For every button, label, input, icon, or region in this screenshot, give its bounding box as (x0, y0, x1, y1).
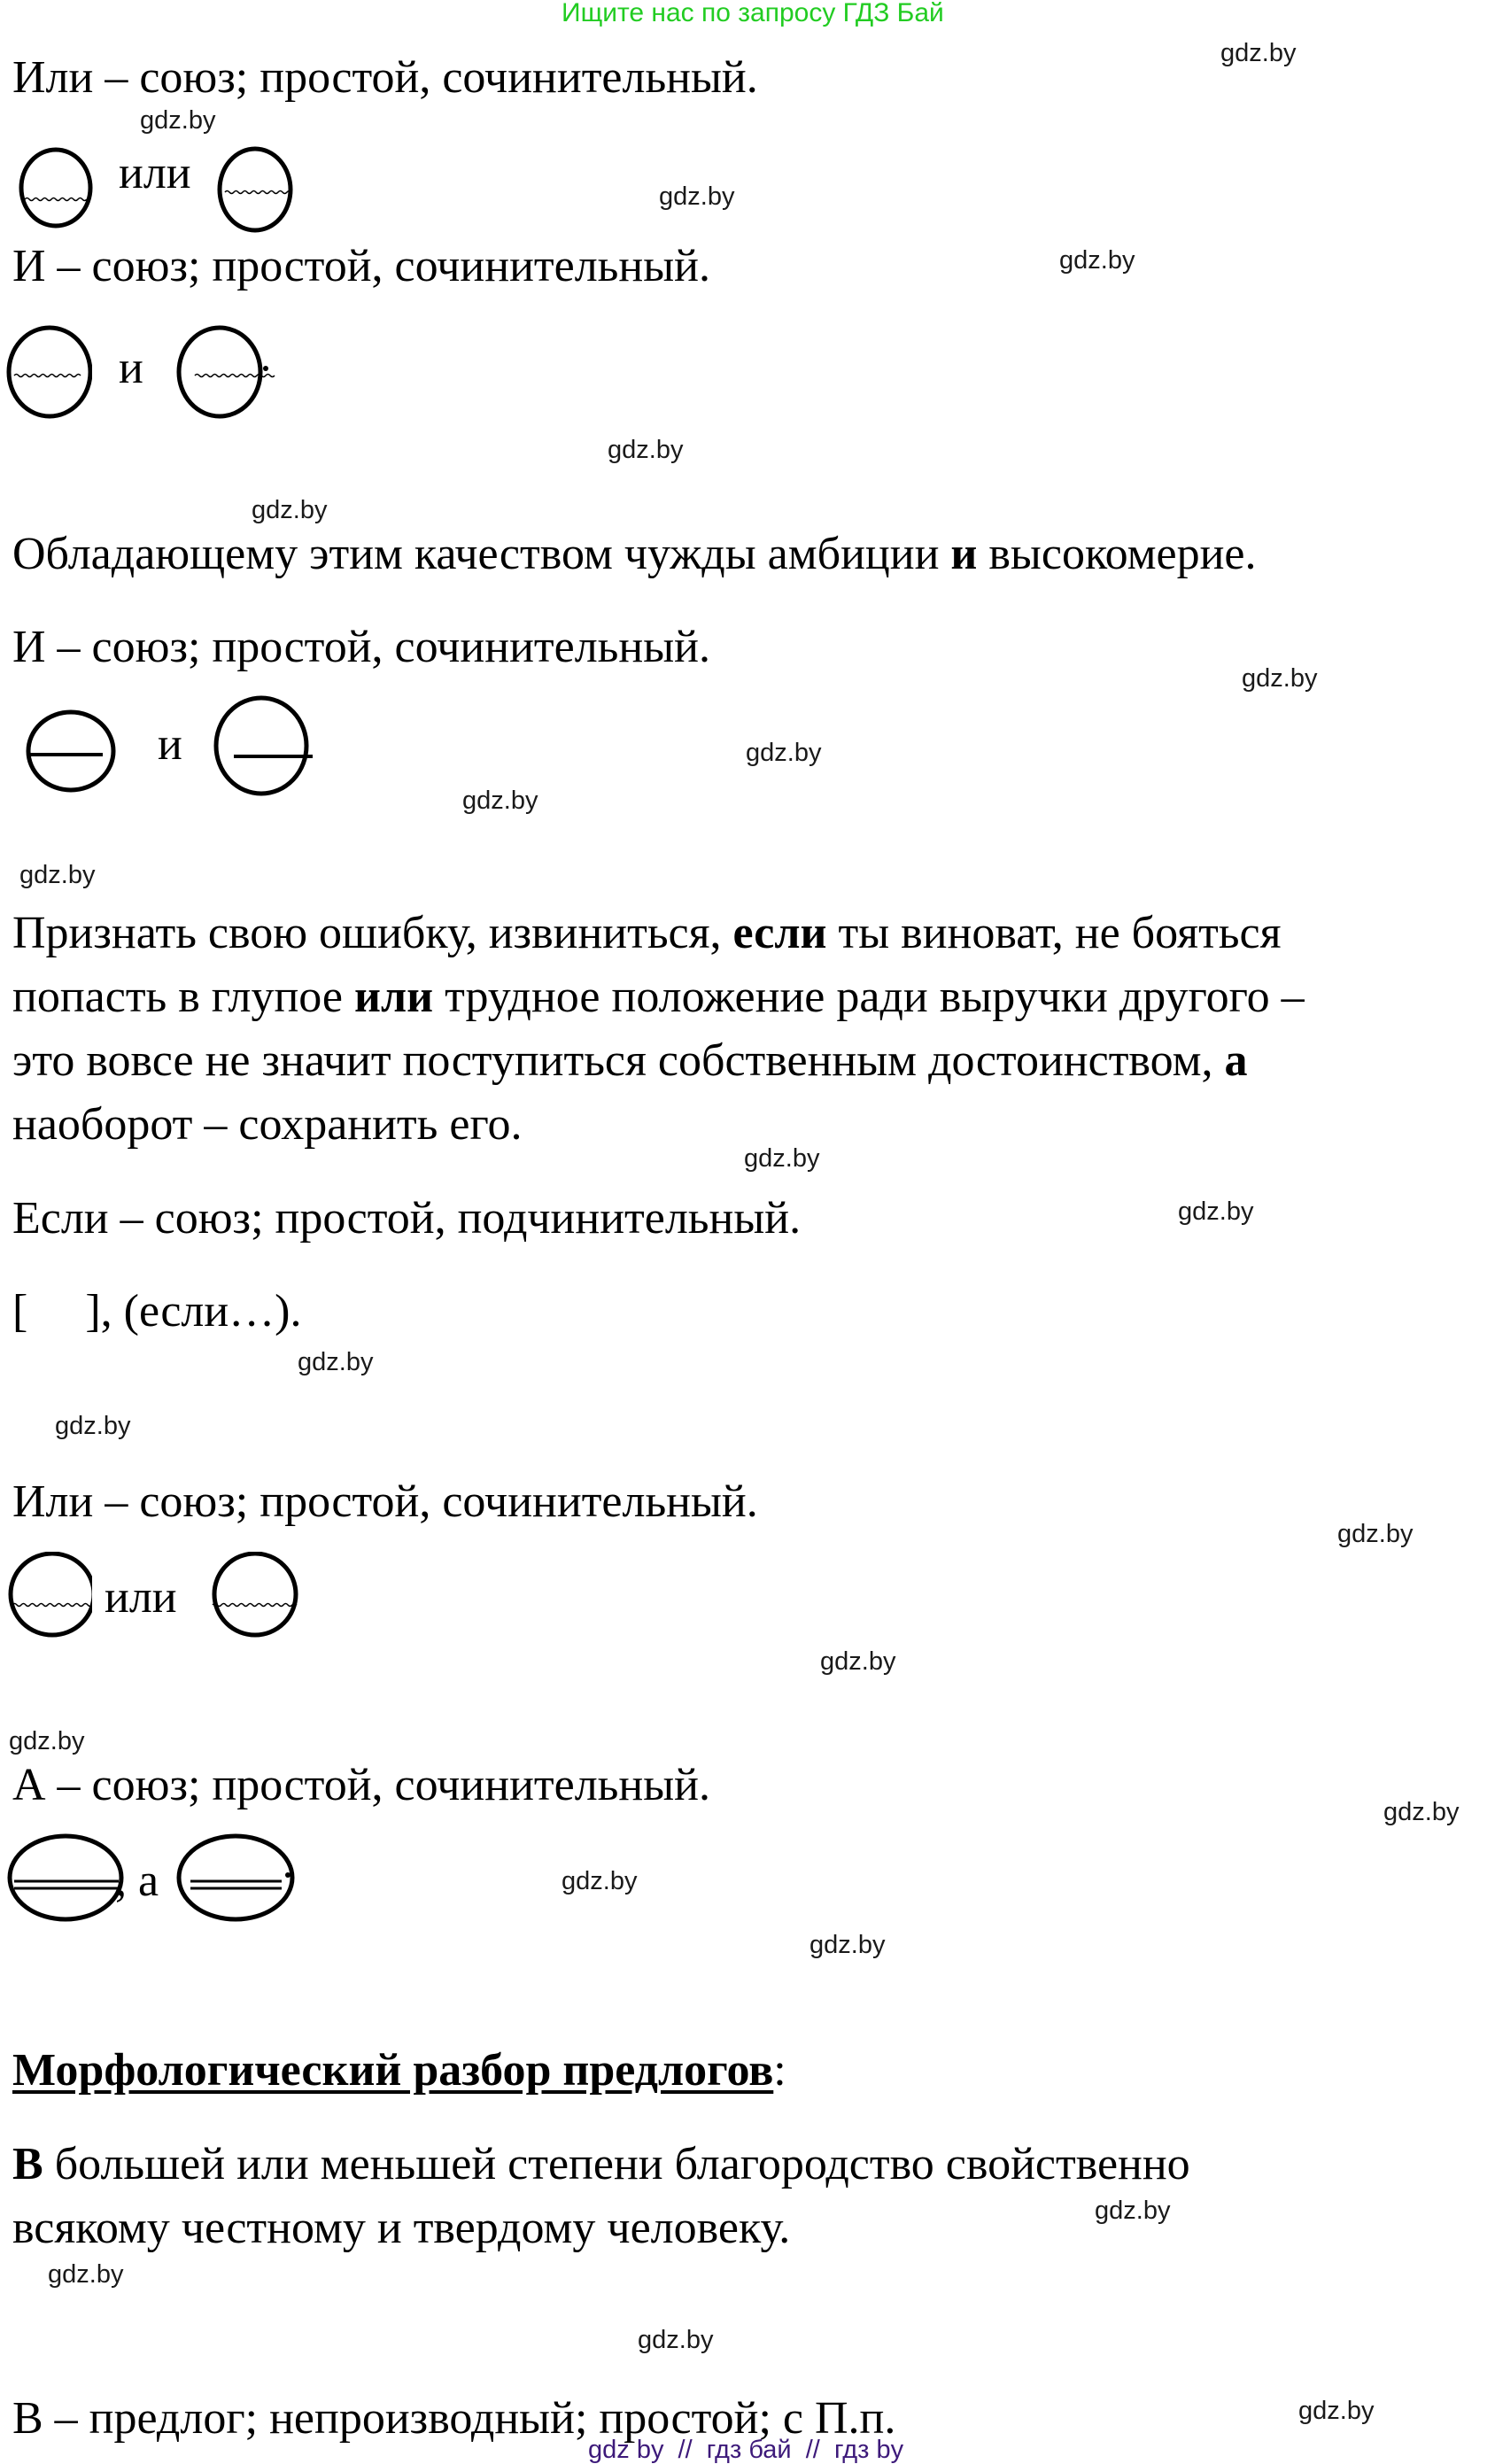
highlighted-conjunction: если (732, 908, 827, 958)
scheme-ellipse-6b (175, 1832, 304, 1925)
watermark: gdz.by (9, 1727, 85, 1755)
watermark: gdz.by (1059, 246, 1135, 275)
paragraph-line-2 (12, 974, 1305, 1020)
highlighted-preposition: В (12, 2139, 43, 2189)
watermark: gdz.by (1220, 39, 1297, 67)
text: Признать свою ошибку, извиниться, (12, 908, 733, 958)
highlighted-conjunction: а (1224, 1035, 1248, 1086)
example-sentence-2-line-2: всякому честному и твердому человеку. (12, 2203, 791, 2253)
watermark: gdz.by (746, 739, 822, 767)
section-heading (12, 2045, 786, 2096)
paragraph-line-4: наоборот – сохранить его. (12, 1099, 523, 1150)
analysis-line-6: А – союз; простой, сочинительный. (12, 1760, 710, 1810)
text: трудное положение ради выручки другого – (433, 972, 1305, 1022)
heading-colon: : (773, 2045, 786, 2096)
scheme-ellipse-6a (4, 1832, 132, 1925)
connector-6: , а (115, 1856, 159, 1906)
watermark: gdz.by (55, 1412, 131, 1440)
scheme-circle-5a (4, 1552, 92, 1640)
scheme-circle-1a (16, 143, 96, 232)
watermark: gdz.by (252, 496, 328, 524)
watermark: gdz.by (1337, 1520, 1414, 1548)
analysis-line-2: И – союз; простой, сочинительный. (12, 241, 710, 291)
scheme-circle-2a (4, 323, 92, 421)
watermark: gdz.by (462, 786, 538, 815)
section-heading-text: Морфологический разбор предлогов (12, 2045, 774, 2096)
watermark: gdz.by (1383, 1798, 1460, 1826)
watermark: gdz.by (744, 1144, 820, 1173)
watermark: gdz.by (562, 1867, 638, 1895)
sentence-part: Обладающему этим качеством чужды амбиции (12, 529, 951, 579)
text: попасть в глупое (12, 972, 354, 1022)
search-hint-banner: Ищите нас по запросу ГДЗ Бай (562, 0, 944, 27)
example-sentence-1 (12, 531, 1256, 577)
connector-3: и (158, 719, 182, 770)
analysis-line-4: Если – союз; простой, подчинительный. (12, 1193, 802, 1244)
text: большей или меньшей степени благородство свойственно (43, 2139, 1190, 2189)
watermark: gdz.by (820, 1647, 896, 1676)
watermark: gdz.by (1095, 2197, 1171, 2225)
footer-links: gdz by // гдз бай // гдз by (588, 2436, 904, 2464)
scheme-circle-2b (174, 323, 280, 421)
watermark: gdz.by (638, 2326, 714, 2354)
example-sentence-2-line-1 (12, 2139, 1190, 2189)
highlighted-conjunction: и (950, 529, 978, 579)
analysis-line-7: В – предлог; непроизводный; простой; с П.п. (12, 2393, 896, 2444)
sentence-part: высокомерие. (977, 529, 1257, 579)
watermark: gdz.by (298, 1348, 374, 1376)
watermark: gdz.by (659, 182, 735, 211)
connector-2: и (119, 343, 143, 393)
paragraph-line-1 (12, 910, 1282, 957)
connector-1: или (119, 148, 191, 198)
text: это вовсе не значит поступиться собственным достоинством, (12, 1035, 1225, 1086)
watermark: gdz.by (809, 1931, 886, 1959)
analysis-line-5: Или – союз; простой, сочинительный. (12, 1476, 758, 1527)
scheme-circle-3b (211, 695, 326, 797)
watermark: gdz.by (1178, 1197, 1254, 1226)
watermark: gdz.by (140, 106, 216, 135)
scheme-circle-3a (25, 709, 122, 797)
watermark: gdz.by (48, 2260, 124, 2289)
scheme-circle-1b (213, 142, 301, 237)
analysis-line-3: И – союз; простой, сочинительный. (12, 622, 710, 672)
paragraph-line-3 (12, 1035, 1248, 1086)
highlighted-conjunction: или (354, 972, 434, 1022)
scheme-circle-5b (209, 1552, 302, 1640)
analysis-line-1: Или – союз; простой, сочинительный. (12, 52, 758, 103)
sentence-scheme: [ ], (если…). (12, 1286, 302, 1337)
watermark: gdz.by (608, 436, 684, 464)
text: ты виноват, не бояться (826, 908, 1282, 958)
watermark: gdz.by (1298, 2397, 1375, 2425)
connector-5: или (105, 1572, 177, 1623)
watermark: gdz.by (19, 861, 96, 889)
watermark: gdz.by (1242, 664, 1318, 693)
